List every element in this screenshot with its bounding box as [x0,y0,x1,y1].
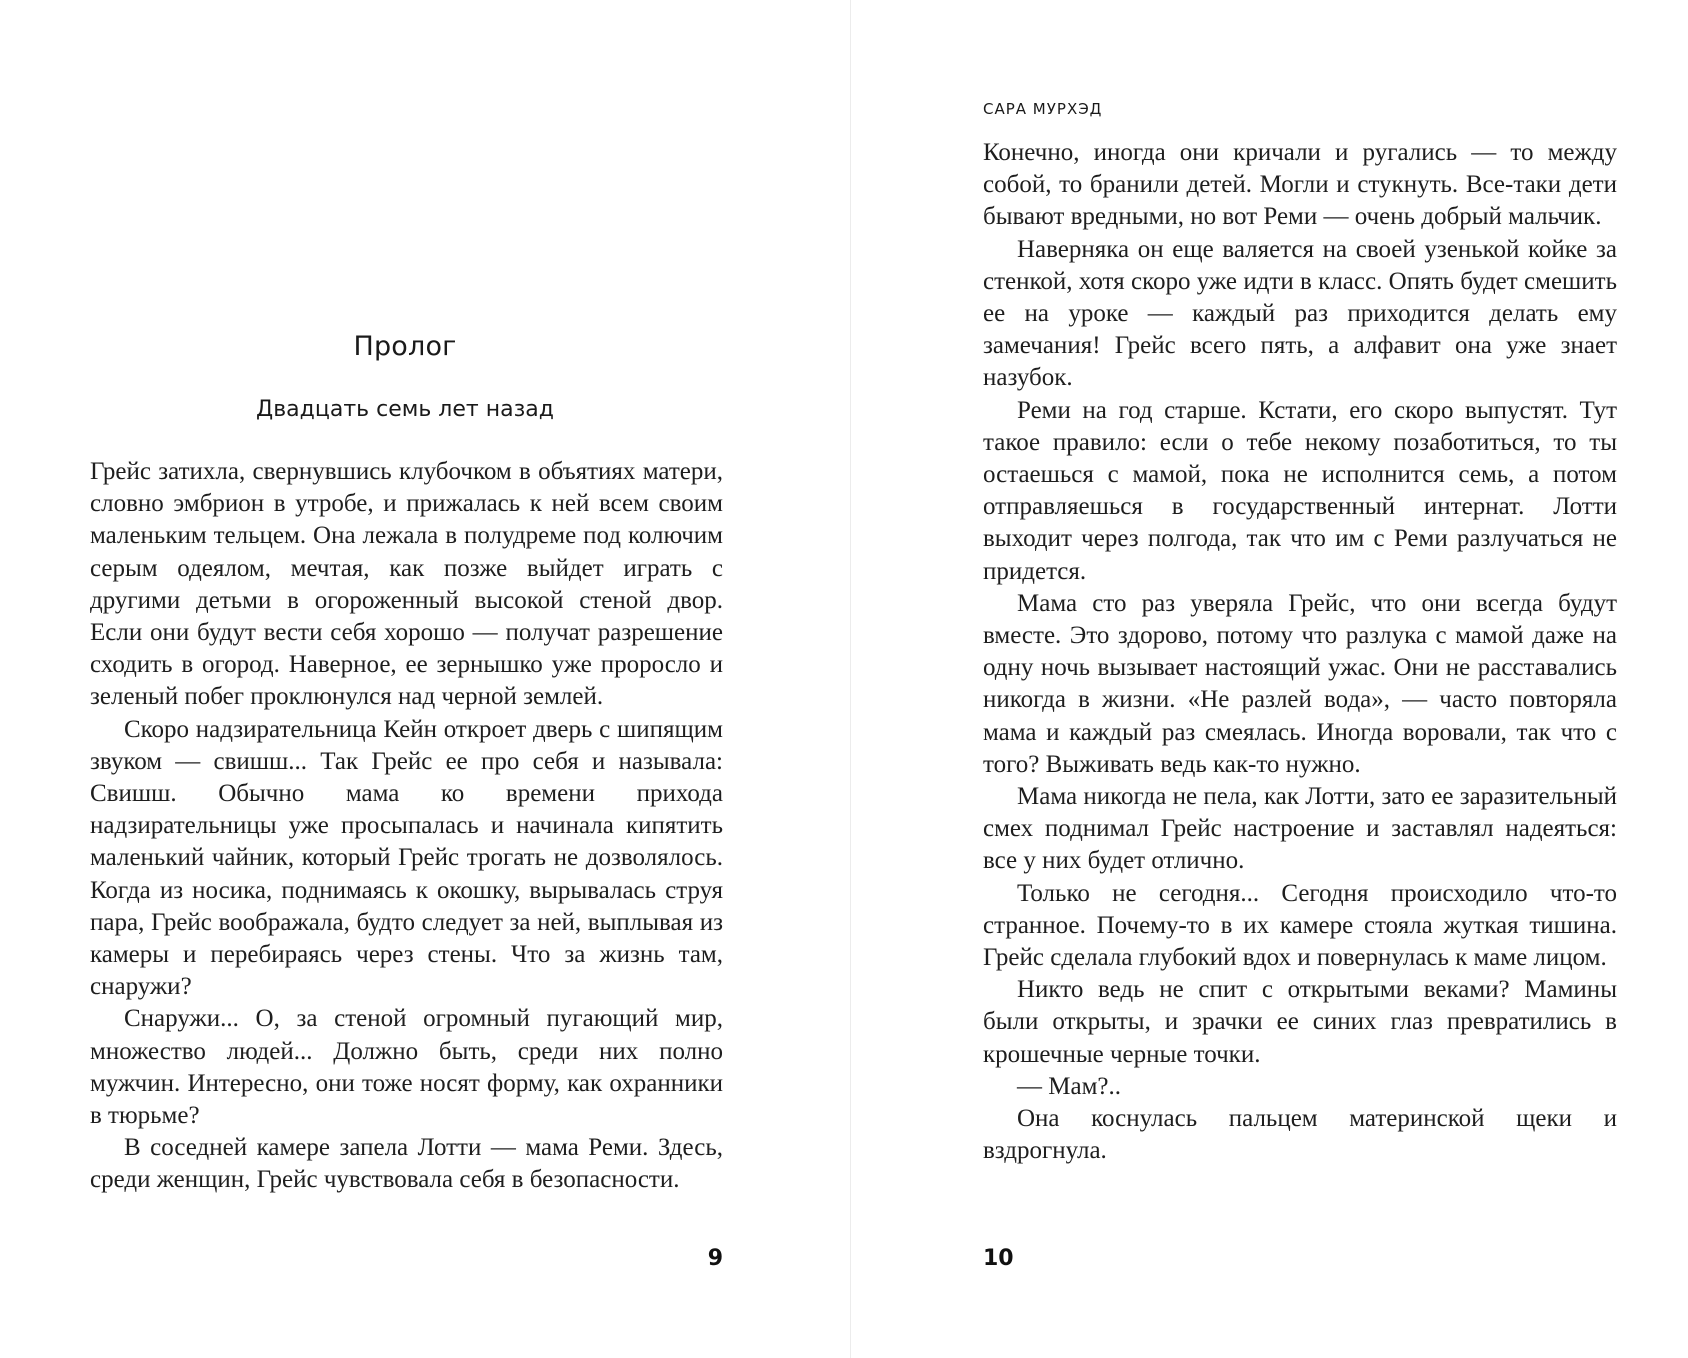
chapter-subtitle: Двадцать семь лет назад [256,397,554,422]
page-number-right: 10 [983,1246,1014,1271]
paragraph: Конечно, иногда они кричали и ругались — то между собой, то бранили детей. Могли и стукнуть. Все-таки дети бывают вредными, но вот Реми — очень добрый мальчик. [983,139,1617,231]
paragraph: Скоро надзирательница Кейн откроет дверь с шипящим звуком — свишш... Так Грейс ее про себя и называла: Свишш. Обычно мама ко времени прихода надзирательницы уже просыпалась и начинала кипятить маленький чайник, который Грейс трогать не дозволялось. Когда из носика, поднимаясь к окошку, вырывалась струя пара, Грейс воображала, будто следует за ней, выплывая из камеры и перебираясь через стены. Что за жизнь там, снаружи? [90,715,723,1001]
paragraph: Наверняка он еще валяется на своей узенькой койке за стенкой, хотя скоро уже идти в класс. Опять будет смешить ее на уроке — каждый раз приходится делать ему замечания! Грейс всего пять, а алфавит она уже знает назубок. [983,235,1617,392]
page-number-left: 9 [707,1246,723,1271]
dialogue-line: — Мам?.. [1017,1072,1121,1100]
chapter-title: Пролог [353,331,457,362]
paragraph: Мама никогда не пела, как Лотти, зато ее заразительный смех поднимал Грейс настроение и заставлял надеяться: все у них будет отлично. [983,783,1617,875]
running-head-author: САРА МУРХЭД [983,100,1103,118]
paragraph: Мама сто раз уверяла Грейс, что они всегда будут вместе. Это здорово, потому что разлука с мамой даже на одну ночь вызывает настоящий ужас. Они не расставались никогда в жизни. «Не разлей вода», — часто повторяла мама и каждый раз смеялась. Иногда воровали, так что с того? Выживать ведь как-то нужно. [983,589,1617,778]
paragraph: Снаружи... О, за стеной огромный пугающий мир, множество людей... Должно быть, среди них полно мужчин. Интересно, они тоже носят форму, как охранники в тюрьме? [90,1005,723,1130]
paragraph: Только не сегодня... Сегодня происходило что-то странное. Почему-то в их камере стояла жуткая тишина. Грейс сделала глубокий вдох и повернулась к маме лицом. [983,879,1617,972]
paragraph: Грейс затихла, свернувшись клубочком в объятиях матери, словно эмбрион в утробе, и прижалась к ней всем своим маленьким тельцем. Она лежала в полудреме под колючим серым одеялом, мечтая, как позже выйдет играть с другими детьми в огороженный высокой стеной двор. Если они будут вести себя хорошо — получат разрешение сходить в огород. Наверное, ее зернышко уже проросло и зеленый побег проклюнулся над черной землей. [90,458,723,711]
paragraph: Никто ведь не спит с открытыми веками? Мамины были открыты, и зрачки ее синих глаз превратились в крошечные черные точки. [983,976,1617,1068]
right-page [850,0,1688,1358]
right-page-body [983,137,1617,1168]
paragraph: Она коснулась пальцем материнской щеки и вздрогнула. [983,1105,1617,1165]
paragraph: Реми на год старше. Кстати, его скоро выпустят. Тут такое правило: если о тебе некому позаботиться, то ты остаешься с мамой, пока не исполнится семь, а потом отправляешься в государственный интернат. Лотти выходит через полгода, так что им с Реми разлучаться не придется. [983,396,1617,585]
paragraph: В соседней камере запела Лотти — мама Реми. Здесь, среди женщин, Грейс чувствовала себя в безопасности. [90,1134,723,1194]
left-page-body [90,456,723,1197]
